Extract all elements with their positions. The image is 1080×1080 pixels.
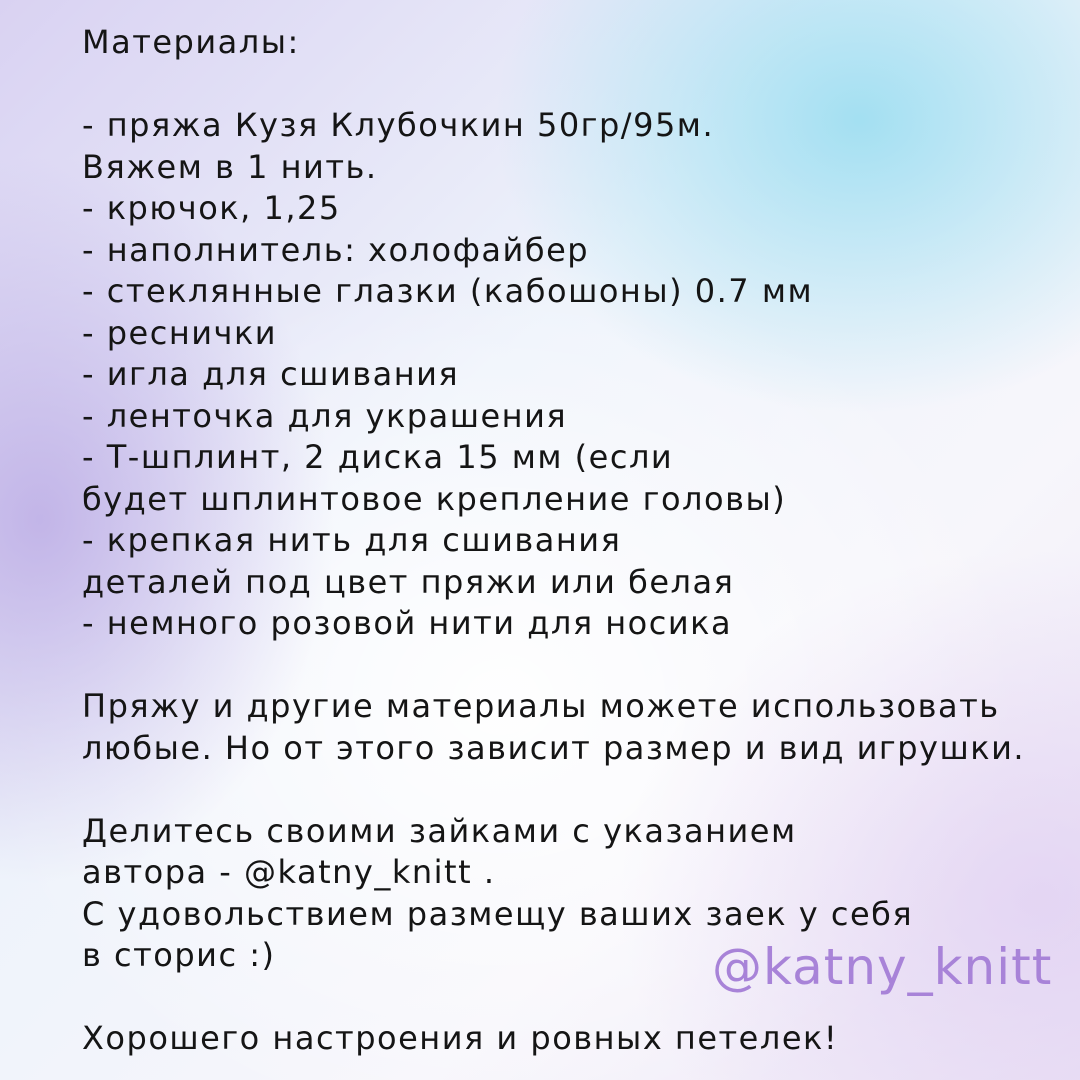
materials-list-item: - пряжа Кузя Клубочкин 50гр/95м. — [82, 106, 715, 144]
share-line: в сторис :) — [82, 936, 276, 974]
note-line: Пряжу и другие материалы можете использовать — [82, 687, 1000, 725]
note-line: любые. Но от этого зависит размер и вид игрушки. — [82, 728, 1026, 767]
materials-list-item: будет шплинтовое крепление головы) — [82, 479, 787, 518]
materials-list-item: - игла для сшивания — [82, 355, 460, 393]
materials-title: Материалы: — [82, 23, 300, 61]
spacer — [82, 64, 1042, 106]
materials-list-item: - реснички — [82, 313, 278, 352]
materials-list-item: деталей под цвет пряжи или белая — [82, 562, 735, 601]
materials-list-item: - ленточка для украшения — [82, 396, 568, 435]
author-watermark: @katny_knitt — [712, 938, 1053, 996]
materials-list-item: - немного розовой нити для носика — [82, 604, 733, 642]
materials-list-item: - стеклянные глазки (кабошоны) 0.7 мм — [82, 272, 814, 310]
materials-list-item: - крючок, 1,25 — [82, 189, 341, 227]
materials-list — [82, 105, 1042, 645]
share-line: С удовольствием размещу ваших заек у себя — [82, 894, 914, 933]
materials-list-item: - крепкая нить для сшивания — [82, 521, 622, 559]
text-block — [82, 22, 1042, 1060]
spacer — [82, 645, 1042, 687]
materials-list-item: - наполнитель: холофайбер — [82, 230, 590, 269]
materials-list-item: Вяжем в 1 нить. — [82, 147, 378, 186]
materials-list-item: - Т-шплинт, 2 диска 15 мм (если — [82, 438, 674, 476]
closing-line: Хорошего настроения и ровных петелек! — [82, 1019, 839, 1057]
share-line: автора - @katny_knitt . — [82, 853, 496, 891]
share-line: Делитесь своими зайками с указанием — [82, 811, 797, 850]
spacer — [82, 769, 1042, 811]
note-paragraph — [82, 686, 1042, 769]
